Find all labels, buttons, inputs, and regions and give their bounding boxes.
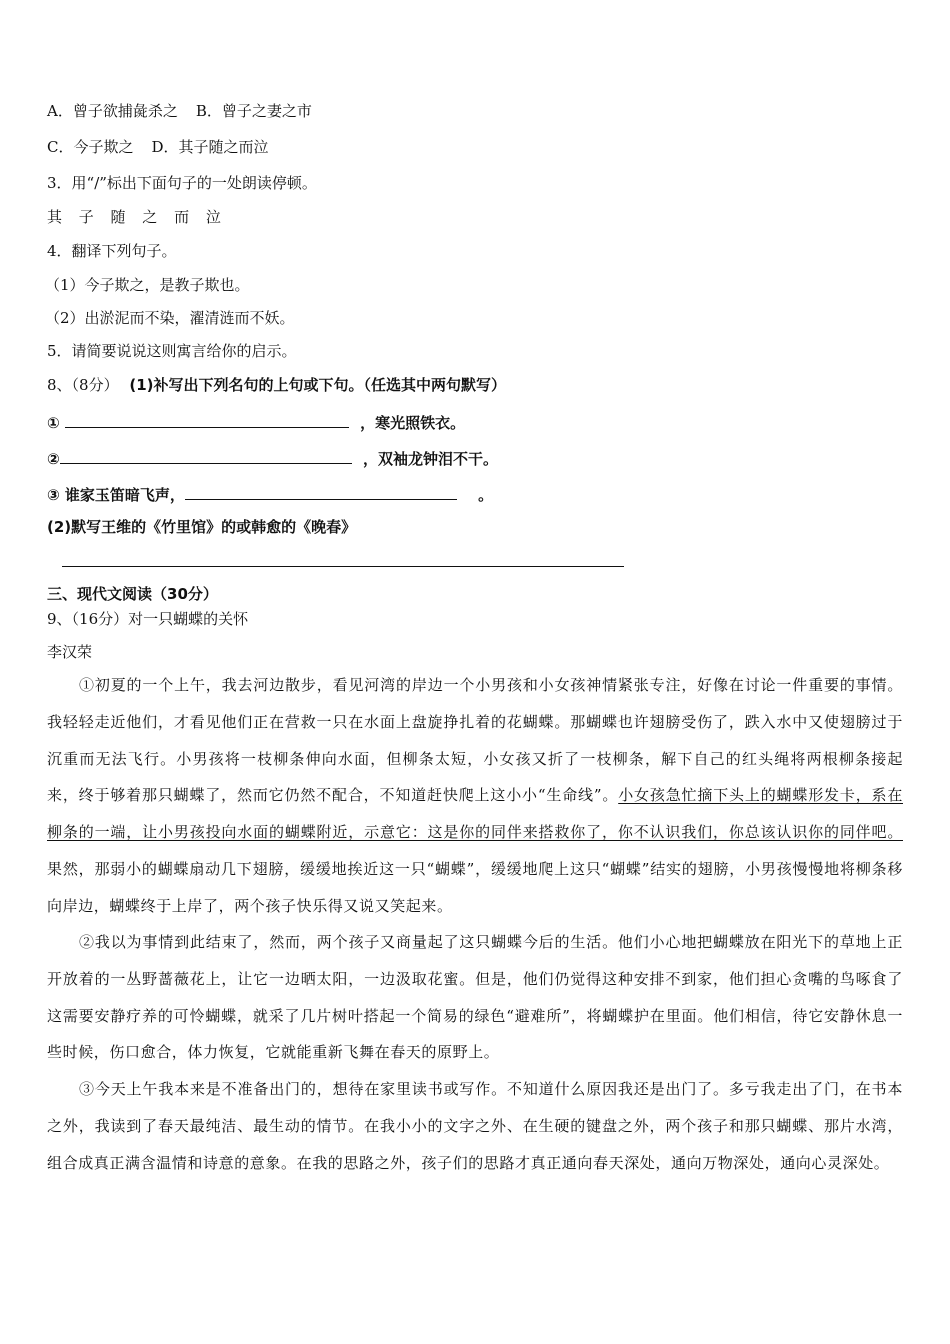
question-8-header bbox=[47, 375, 506, 395]
choice-row-cd bbox=[47, 137, 269, 157]
paragraph-1-text: ①初夏的一个上午，我去河边散步，看见河湾的岸边一个小男孩和小女孩神情紧张专注，好像在讨论一件重要的事情。我轻轻走近他们，才看见他们正在营救一只在水面上盘旋挣扎着的花蝴蝶。那蝴蝶也许翅膀受伤了，跌入水中又使翅膀过于沉重而无法飞行。小男孩将一枝柳条伸向水面，但柳条太短，小女孩又折了一枝柳条，解下自己的红头绳将两根柳条接起来，终于够着那只蝴蝶了，然而它仍然不配合，不知道赶快爬上这小小“生命线”。 bbox=[47, 676, 903, 805]
item-1-marker: ① bbox=[47, 414, 60, 432]
question-8-item-1 bbox=[47, 411, 465, 433]
passage-paragraph-3: ③今天上午我本来是不准备出门的，想待在家里读书或写作。不知道什么原因我还是出门了。多亏我走出了门，在书本之外，我读到了春天最纯洁、最生动的情节。在我小小的文字之外、在生硬的键盘之外，两个孩子和那只蝴蝶、那片水湾，组合成真正满含温情和诗意的意象。在我的思路之外，孩子们的思路才真正通向春天深处，通向万物深处，通向心灵深处。 bbox=[47, 1080, 903, 1172]
question-8-part-2: (2)默写王维的《竹里馆》的或韩愈的《晚春》 bbox=[47, 518, 357, 536]
underlined-sentence: 小女孩急忙摘下头上的蝴蝶形发卡，系在柳条的一端，让小男孩投向水面的蝴蝶附近，示意它：这是你的同伴来搭救你了，你不认识我们，你总该认识你的同伴吧。 bbox=[47, 786, 903, 842]
item-3-text: ③ 谁家玉笛暗飞声， bbox=[47, 486, 185, 504]
choice-row-ab bbox=[47, 101, 312, 121]
question-3-sentence: 其 子 随 之 而 泣 bbox=[47, 208, 227, 226]
question-4-item-1: （1）今子欺之，是教子欺也。 bbox=[45, 276, 250, 294]
passage-author: 李汉荣 bbox=[47, 643, 93, 661]
question-8-instruction: (1)补写出下列名句的上句或下句。（任选其中两句默写） bbox=[129, 376, 507, 394]
question-8-item-3 bbox=[47, 483, 493, 505]
passage-paragraph-1 bbox=[47, 667, 903, 925]
choice-d: D．其子随之而泣 bbox=[151, 138, 269, 156]
item-2-text: ，双袖龙钟泪不干。 bbox=[362, 450, 498, 468]
question-9-title: 9、（16分）对一只蝴蝶的关怀 bbox=[47, 610, 249, 628]
question-8-item-2 bbox=[47, 447, 498, 469]
fill-in-blank-3[interactable] bbox=[185, 483, 457, 500]
choice-b: B．曾子之妻之市 bbox=[195, 102, 312, 120]
item-2-marker: ② bbox=[47, 450, 60, 468]
passage-paragraph-2: ②我以为事情到此结束了，然而，两个孩子又商量起了这只蝴蝶今后的生活。他们小心地把蝴蝶放在阳光下的草地上正开放着的一丛野蔷薇花上，让它一边晒太阳，一边汲取花蜜。但是，他们仍觉得这种安排不到家，他们担心贪嘴的鸟啄食了这需要安静疗养的可怜蝴蝶，就采了几片树叶搭起一个简易的绿色“避难所”，将蝴蝶护在里面。他们相信，待它安静休息一些时候，伤口愈合，体力恢复，它就能重新飞舞在春天的原野上。 bbox=[47, 933, 903, 1062]
question-4-item-2: （2）出淤泥而不染，濯清涟而不妖。 bbox=[45, 309, 295, 327]
fill-in-blank-2[interactable] bbox=[60, 447, 352, 464]
answer-line[interactable] bbox=[62, 566, 624, 567]
question-5-prompt: 5．请简要说说这则寓言给你的启示。 bbox=[47, 342, 297, 360]
question-3-prompt: 3．用“/”标出下面句子的一处朗读停顿。 bbox=[47, 174, 317, 192]
question-4-prompt: 4．翻译下列句子。 bbox=[47, 242, 177, 260]
choice-c: C．今子欺之 bbox=[47, 138, 134, 156]
section-3-heading: 三、现代文阅读（30分） bbox=[47, 585, 218, 603]
choice-a: A．曾子欲捕彘杀之 bbox=[47, 102, 178, 120]
item-1-text: ，寒光照铁衣。 bbox=[360, 414, 466, 432]
paragraph-1-ending: 果然，那弱小的蝴蝶扇动几下翅膀，缓缓地挨近这一只“蝴蝶”，缓缓地爬上这只“蝴蝶”结实的翅膀，小男孩慢慢地将柳条移向岸边，蝴蝶终于上岸了，两个孩子快乐得又说又笑起来。 bbox=[47, 859, 903, 915]
question-8-number: 8、（8分） bbox=[47, 376, 119, 394]
item-3-end: 。 bbox=[478, 486, 494, 504]
fill-in-blank-1[interactable] bbox=[65, 411, 349, 428]
